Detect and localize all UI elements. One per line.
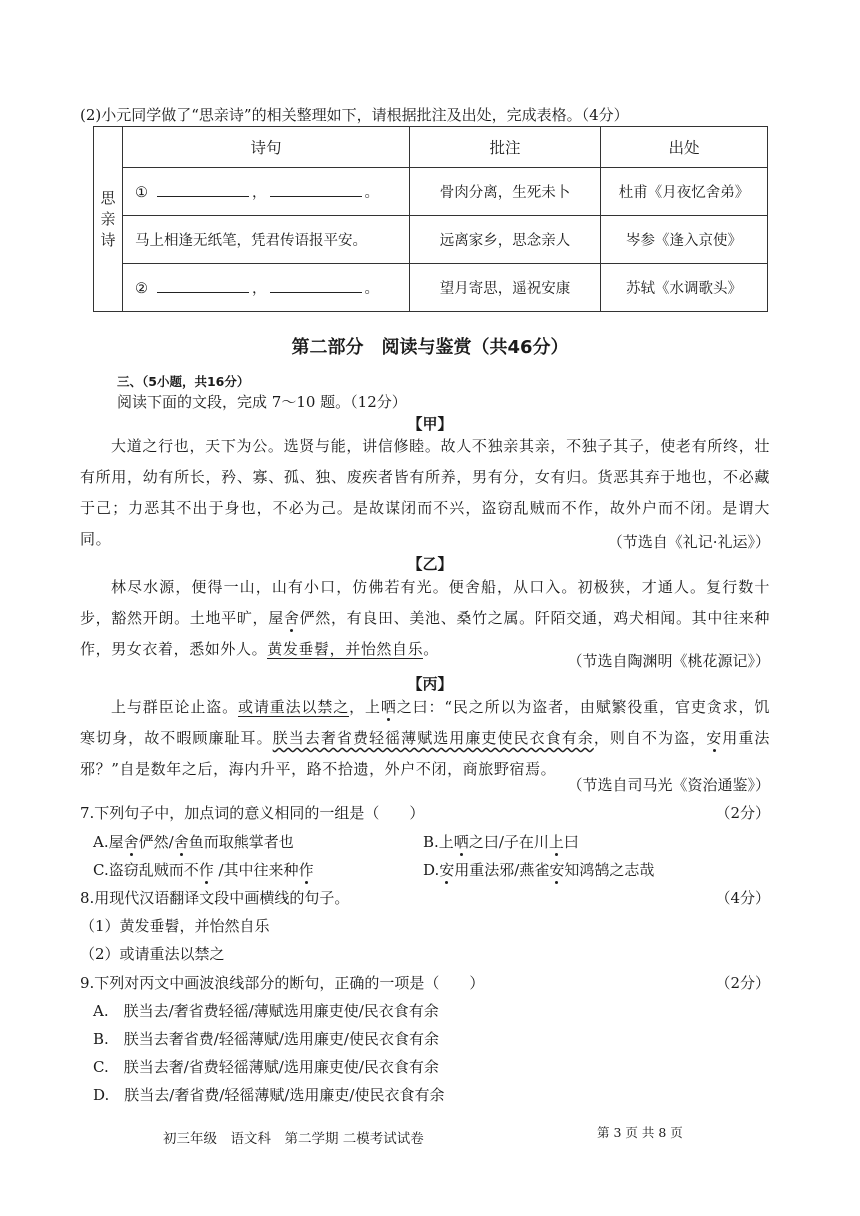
- table-row: [94, 168, 768, 216]
- q7-option-a[interactable]: A.屋舍俨然/舍鱼而取熊掌者也: [93, 833, 294, 851]
- dotted-word: 哂: [380, 698, 397, 716]
- answer-blank[interactable]: [270, 182, 362, 197]
- q9-option-b[interactable]: B. 朕当去奢省费/轻徭薄赋/选用廉吏/使民衣食有余: [93, 1030, 439, 1048]
- part-two-title: 第二部分 阅读与鉴赏（共46分）: [291, 337, 569, 358]
- annotation-cell: 远离家乡，思念亲人: [410, 216, 601, 264]
- passage-yi-source: （节选自陶渊明《桃花源记》）: [567, 652, 770, 670]
- question-9-stem: 9.下列对丙文中画波浪线部分的断句，正确的一项是（ ）: [80, 974, 485, 992]
- question-7-stem: 7.下列句子中，加点词的意义相同的一组是（ ）: [80, 804, 425, 822]
- header-poem-line: 诗句: [123, 127, 410, 168]
- dotted-word: 舍: [283, 609, 300, 627]
- table-side-label: 思 亲 诗: [94, 127, 123, 312]
- q9-option-a[interactable]: A. 朕当去/奢省费轻徭/薄赋选用廉吏使/民衣食有余: [93, 1002, 439, 1020]
- underlined-sentence-1: 黄发垂髫，并怡然自乐: [267, 640, 424, 658]
- question-7-points: （2分）: [715, 804, 770, 822]
- passage-bing-source: （节选自司马光《资治通鉴》）: [567, 776, 770, 794]
- question-8-points: （4分）: [715, 889, 770, 907]
- poem-table: [93, 126, 768, 312]
- question-2-intro: (2)小元同学做了“思亲诗”的相关整理如下，请根据批注及出处，完成表格。（4分）: [80, 106, 629, 124]
- q8-item-2: （2）或请重法以禁之: [80, 945, 225, 963]
- footer-exam-title: 初三年级 语文科 第二学期 二模考试试卷: [163, 1131, 424, 1147]
- q7-option-c[interactable]: C.盗窃乱贼而不作 /其中往来种作: [93, 861, 314, 879]
- question-9-points: （2分）: [715, 974, 770, 992]
- passage-bing-mark: 【丙】: [407, 675, 453, 693]
- blank-line-1[interactable]: ① ， 。: [123, 168, 410, 216]
- answer-blank[interactable]: [270, 278, 362, 293]
- poem-line-cell: 马上相逢无纸笔，凭君传语报平安。: [123, 216, 410, 264]
- table-row: [94, 264, 768, 312]
- wavy-underlined-sentence: 朕当去奢省费轻徭薄赋选用廉吏使民衣食有余: [272, 729, 594, 747]
- header-annotation: 批注: [410, 127, 601, 168]
- q8-item-1: （1）黄发垂髫，并怡然自乐: [80, 917, 270, 935]
- header-source: 出处: [601, 127, 768, 168]
- passage-jia-mark: 【甲】: [407, 415, 453, 433]
- answer-blank[interactable]: [157, 278, 249, 293]
- source-cell: 苏轼《水调歌头》: [601, 264, 768, 312]
- question-8-stem: 8.用现代汉语翻译文段中画横线的句子。: [80, 889, 350, 907]
- annotation-cell: 骨肉分离，生死未卜: [410, 168, 601, 216]
- q9-option-c[interactable]: C. 朕当去奢/省费轻徭薄赋/选用廉吏使/民衣食有余: [93, 1058, 439, 1076]
- passage-bing-text: 上与群臣论止盗。或请重法以禁之，上哂之曰：“民之所以为盗者，由赋繁役重，官吏贪求，饥寒切身，故不暇顾廉耻耳。朕当去奢省费轻徭薄赋选用廉吏使民衣食有余，则自不为盗，安用重法邪？”自是数年之后，海内升平，路不拾遗，外户不闭，商旅野宿焉。: [80, 698, 770, 778]
- blank-line-2[interactable]: ② ， 。: [123, 264, 410, 312]
- table-row: [94, 216, 768, 264]
- dotted-word: 安: [706, 729, 723, 747]
- section-three-heading: 三、（5小题，共16分）: [117, 374, 250, 389]
- source-cell: 杜甫《月夜忆舍弟》: [601, 168, 768, 216]
- reading-instruction: 阅读下面的文段，完成 7～10 题。（12分）: [117, 393, 407, 411]
- source-cell: 岑参《逢入京使》: [601, 216, 768, 264]
- passage-jia-source: （节选自《礼记·礼运》）: [607, 533, 770, 551]
- annotation-cell: 望月寄思，遥祝安康: [410, 264, 601, 312]
- q7-option-b[interactable]: B.上哂之曰/子在川上曰: [423, 833, 579, 851]
- q7-option-d[interactable]: D.安用重法邪/燕雀安知鸿鹄之志哉: [423, 861, 655, 879]
- passage-yi-text: 林尽水源，便得一山，山有小口，仿佛若有光。便舍船，从口入。初极狭，才通人。复行数十步，豁然开朗。土地平旷，屋舍俨然，有良田、美池、桑竹之属。阡陌交通，鸡犬相闻。其中往来种作，男女衣着，悉如外人。黄发垂髫，并怡然自乐。: [80, 578, 770, 658]
- passage-jia-text: 大道之行也，天下为公。选贤与能，讲信修睦。故人不独亲其亲，不独子其子，使老有所终，壮有所用，幼有所长，矜、寡、孤、独、废疾者皆有所养，男有分，女有归。货恶其弃于地也，不必藏于己；力恶其不出于身也，不必为己。是故谋闭而不兴，盗窃乱贼而不作，故外户而不闭。是谓大同。: [80, 437, 770, 548]
- answer-blank[interactable]: [157, 182, 249, 197]
- passage-yi-mark: 【乙】: [407, 555, 453, 573]
- q9-option-d[interactable]: D. 朕当去/奢省费/轻徭薄赋/选用廉吏/使民衣食有余: [93, 1086, 445, 1104]
- underlined-sentence-2: 或请重法以禁之: [237, 698, 350, 716]
- footer-page-number: 第 3 页 共 8 页: [597, 1125, 683, 1140]
